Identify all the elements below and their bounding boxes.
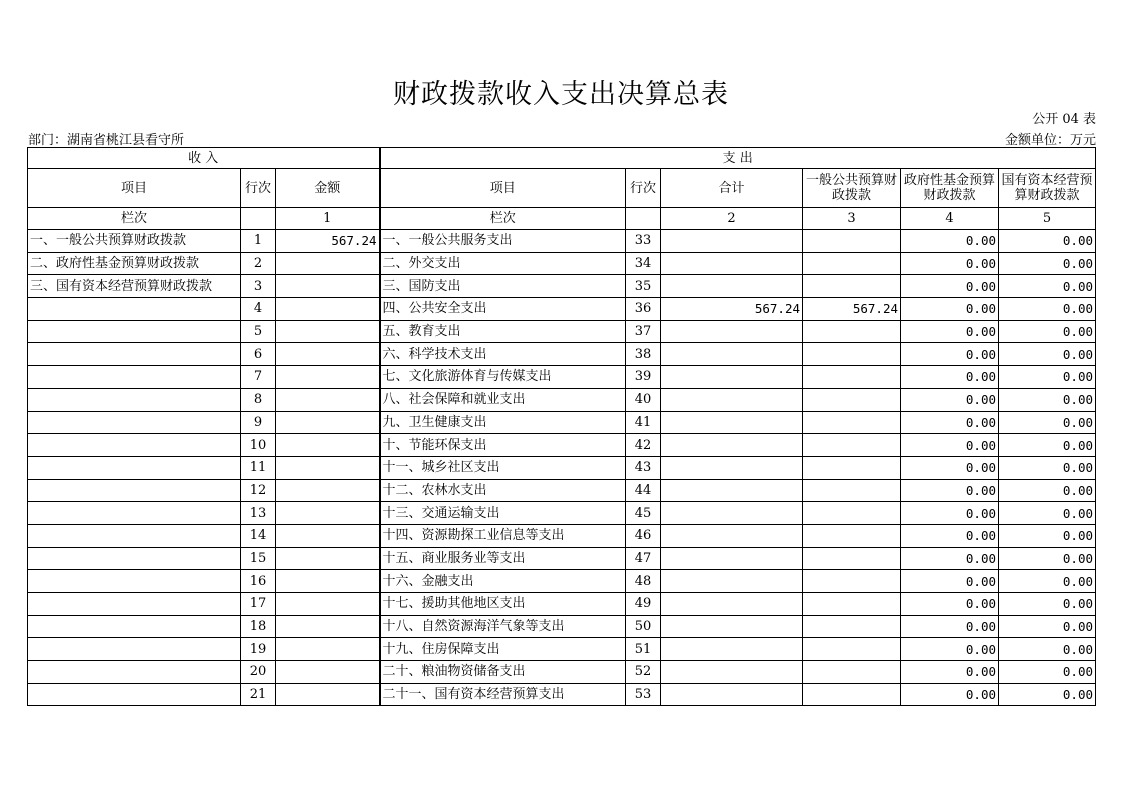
income-item-cell: [28, 502, 241, 525]
income-row-no-cell: 7: [241, 366, 276, 389]
income-item-cell: [28, 638, 241, 661]
expense-row-no-cell: 45: [626, 502, 661, 525]
income-amount-cell: [276, 343, 380, 366]
state-capital-cell: 0.00: [999, 524, 1096, 547]
general-budget-cell: [803, 252, 901, 275]
expense-row-no-cell: 39: [626, 366, 661, 389]
gov-fund-header: 政府性基金预算财政拨款: [901, 169, 999, 208]
expense-item-cell: 六、科学技术支出: [380, 343, 626, 366]
income-row-no-cell: 18: [241, 615, 276, 638]
expense-row-no-cell: 53: [626, 683, 661, 706]
income-amount-cell: [276, 275, 380, 298]
gov-fund-cell: 0.00: [901, 683, 999, 706]
state-capital-cell: 0.00: [999, 275, 1096, 298]
income-row-no-cell: 5: [241, 320, 276, 343]
income-amount-cell: [276, 524, 380, 547]
general-budget-header: 一般公共预算财政拨款: [803, 169, 901, 208]
table-row: [28, 252, 1096, 275]
total-cell: [661, 252, 803, 275]
income-amount-cell: [276, 252, 380, 275]
income-row-no-cell: 17: [241, 593, 276, 616]
gov-fund-cell: 0.00: [901, 230, 999, 253]
gov-fund-cell: 0.00: [901, 366, 999, 389]
expense-item-cell: 十五、商业服务业等支出: [380, 547, 626, 570]
income-row-no-cell: 19: [241, 638, 276, 661]
state-capital-header: 国有资本经营预算财政拨款: [999, 169, 1096, 208]
general-budget-cell: [803, 366, 901, 389]
total-cell: [661, 275, 803, 298]
income-amount-cell: 567.24: [276, 230, 380, 253]
total-cell: [661, 320, 803, 343]
gov-fund-cell: 0.00: [901, 547, 999, 570]
general-budget-cell: [803, 434, 901, 457]
income-item-cell: [28, 320, 241, 343]
income-amount-cell: [276, 434, 380, 457]
expense-item-cell: 一、一般公共服务支出: [380, 230, 626, 253]
general-budget-cell: [803, 593, 901, 616]
state-capital-cell: 0.00: [999, 252, 1096, 275]
income-amount-cell: [276, 479, 380, 502]
table-row: [28, 661, 1096, 684]
table-row: [28, 434, 1096, 457]
expense-row-no-cell: 47: [626, 547, 661, 570]
income-amount-header: 金额: [276, 169, 380, 208]
summary-table: [27, 147, 1096, 706]
state-capital-cell: 0.00: [999, 547, 1096, 570]
income-row-no-cell: 8: [241, 388, 276, 411]
total-cell: [661, 456, 803, 479]
table-row: [28, 298, 1096, 321]
col-index-4: 4: [901, 208, 999, 230]
income-item-cell: [28, 615, 241, 638]
table-row: [28, 570, 1096, 593]
expense-row-no-cell: 52: [626, 661, 661, 684]
income-item-cell: 二、政府性基金预算财政拨款: [28, 252, 241, 275]
expense-row-no-cell: 46: [626, 524, 661, 547]
gov-fund-cell: 0.00: [901, 661, 999, 684]
expense-item-cell: 九、卫生健康支出: [380, 411, 626, 434]
income-row-no-cell: 20: [241, 661, 276, 684]
expense-row-no-cell: 51: [626, 638, 661, 661]
expense-item-cell: 十七、援助其他地区支出: [380, 593, 626, 616]
gov-fund-cell: 0.00: [901, 275, 999, 298]
page-title: 财政拨款收入支出决算总表: [393, 79, 729, 110]
table-row: [28, 275, 1096, 298]
table-row: [28, 547, 1096, 570]
expense-item-cell: 十三、交通运输支出: [380, 502, 626, 525]
total-cell: [661, 593, 803, 616]
income-row-no-cell: 13: [241, 502, 276, 525]
expense-row-no-cell: 44: [626, 479, 661, 502]
expense-row-no-index: [626, 208, 661, 230]
gov-fund-cell: 0.00: [901, 570, 999, 593]
income-row-no-cell: 15: [241, 547, 276, 570]
income-item-cell: 三、国有资本经营预算财政拨款: [28, 275, 241, 298]
table-row: [28, 683, 1096, 706]
total-cell: [661, 366, 803, 389]
gov-fund-cell: 0.00: [901, 434, 999, 457]
income-row-no-cell: 6: [241, 343, 276, 366]
general-budget-cell: [803, 547, 901, 570]
general-budget-cell: 567.24: [803, 298, 901, 321]
gov-fund-cell: 0.00: [901, 343, 999, 366]
income-item-cell: [28, 683, 241, 706]
expense-item-cell: 十、节能环保支出: [380, 434, 626, 457]
header-columns-row: [28, 169, 1096, 208]
col-index-1: 1: [276, 208, 380, 230]
income-item-cell: [28, 570, 241, 593]
total-cell: [661, 388, 803, 411]
income-amount-cell: [276, 661, 380, 684]
expense-row-no-cell: 37: [626, 320, 661, 343]
unit-label: 金额单位：万元: [1004, 133, 1096, 148]
general-budget-cell: [803, 570, 901, 593]
state-capital-cell: 0.00: [999, 661, 1096, 684]
state-capital-cell: 0.00: [999, 593, 1096, 616]
expense-item-cell: 五、教育支出: [380, 320, 626, 343]
gov-fund-cell: 0.00: [901, 593, 999, 616]
income-amount-cell: [276, 388, 380, 411]
income-amount-cell: [276, 456, 380, 479]
total-cell: [661, 570, 803, 593]
income-amount-cell: [276, 502, 380, 525]
col-index-3: 3: [803, 208, 901, 230]
table-row: [28, 638, 1096, 661]
total-cell: [661, 638, 803, 661]
general-budget-cell: [803, 456, 901, 479]
income-amount-cell: [276, 638, 380, 661]
total-cell: [661, 434, 803, 457]
expense-item-cell: 十六、金融支出: [380, 570, 626, 593]
total-cell: [661, 615, 803, 638]
income-amount-cell: [276, 593, 380, 616]
income-item-cell: [28, 434, 241, 457]
expense-item-cell: 十四、资源勘探工业信息等支出: [380, 524, 626, 547]
expense-item-header: 项目: [380, 169, 626, 208]
table-row: [28, 524, 1096, 547]
income-row-no-header: 行次: [241, 169, 276, 208]
expense-header: 支 出: [380, 148, 1096, 169]
general-budget-cell: [803, 388, 901, 411]
expense-row-no-cell: 42: [626, 434, 661, 457]
income-item-cell: [28, 524, 241, 547]
income-item-cell: [28, 411, 241, 434]
gov-fund-cell: 0.00: [901, 320, 999, 343]
table-row: [28, 615, 1096, 638]
expense-item-cell: 十二、农林水支出: [380, 479, 626, 502]
income-item-cell: [28, 343, 241, 366]
general-budget-cell: [803, 502, 901, 525]
state-capital-cell: 0.00: [999, 366, 1096, 389]
expense-row-no-cell: 33: [626, 230, 661, 253]
expense-item-cell: 十九、住房保障支出: [380, 638, 626, 661]
state-capital-cell: 0.00: [999, 434, 1096, 457]
gov-fund-cell: 0.00: [901, 615, 999, 638]
income-row-no-cell: 2: [241, 252, 276, 275]
general-budget-cell: [803, 320, 901, 343]
gov-fund-cell: 0.00: [901, 411, 999, 434]
expense-row-no-cell: 34: [626, 252, 661, 275]
income-row-no-cell: 3: [241, 275, 276, 298]
income-row-no-cell: 4: [241, 298, 276, 321]
income-amount-cell: [276, 298, 380, 321]
table-row: [28, 411, 1096, 434]
state-capital-cell: 0.00: [999, 230, 1096, 253]
state-capital-cell: 0.00: [999, 638, 1096, 661]
gov-fund-cell: 0.00: [901, 298, 999, 321]
income-amount-cell: [276, 411, 380, 434]
state-capital-cell: 0.00: [999, 570, 1096, 593]
total-cell: [661, 547, 803, 570]
expense-item-cell: 二、外交支出: [380, 252, 626, 275]
total-cell: [661, 661, 803, 684]
total-cell: [661, 524, 803, 547]
table-row: [28, 479, 1096, 502]
department-label: 部门：湖南省桃江县看守所: [28, 133, 185, 148]
income-item-cell: [28, 593, 241, 616]
expense-row-no-cell: 36: [626, 298, 661, 321]
total-cell: [661, 479, 803, 502]
expense-row-no-cell: 48: [626, 570, 661, 593]
state-capital-cell: 0.00: [999, 343, 1096, 366]
income-amount-cell: [276, 547, 380, 570]
income-row-no-cell: 12: [241, 479, 276, 502]
income-item-cell: [28, 479, 241, 502]
gov-fund-cell: 0.00: [901, 502, 999, 525]
total-cell: [661, 411, 803, 434]
column-index-row: [28, 208, 1096, 230]
state-capital-cell: 0.00: [999, 388, 1096, 411]
general-budget-cell: [803, 230, 901, 253]
table-row: [28, 456, 1096, 479]
income-header: 收 入: [28, 148, 380, 169]
expense-item-cell: 二十一、国有资本经营预算支出: [380, 683, 626, 706]
income-row-no-cell: 11: [241, 456, 276, 479]
state-capital-cell: 0.00: [999, 456, 1096, 479]
expense-row-no-header: 行次: [626, 169, 661, 208]
state-capital-cell: 0.00: [999, 683, 1096, 706]
gov-fund-cell: 0.00: [901, 456, 999, 479]
gov-fund-cell: 0.00: [901, 524, 999, 547]
income-row-no-cell: 1: [241, 230, 276, 253]
gov-fund-cell: 0.00: [901, 479, 999, 502]
expense-item-cell: 十八、自然资源海洋气象等支出: [380, 615, 626, 638]
header-section-row: [28, 148, 1096, 169]
income-row-no-cell: 14: [241, 524, 276, 547]
gov-fund-cell: 0.00: [901, 638, 999, 661]
income-item-cell: [28, 298, 241, 321]
expense-item-cell: 二十、粮油物资储备支出: [380, 661, 626, 684]
income-item-header: 项目: [28, 169, 241, 208]
income-amount-cell: [276, 320, 380, 343]
expense-row-no-cell: 41: [626, 411, 661, 434]
general-budget-cell: [803, 683, 901, 706]
income-amount-cell: [276, 366, 380, 389]
income-col-label: 栏次: [28, 208, 241, 230]
col-index-5: 5: [999, 208, 1096, 230]
total-cell: [661, 230, 803, 253]
income-row-no-cell: 10: [241, 434, 276, 457]
gov-fund-cell: 0.00: [901, 388, 999, 411]
income-item-cell: [28, 456, 241, 479]
general-budget-cell: [803, 638, 901, 661]
table-row: [28, 230, 1096, 253]
total-cell: [661, 343, 803, 366]
general-budget-cell: [803, 343, 901, 366]
income-item-cell: [28, 366, 241, 389]
income-item-cell: [28, 547, 241, 570]
state-capital-cell: 0.00: [999, 615, 1096, 638]
general-budget-cell: [803, 479, 901, 502]
income-amount-cell: [276, 615, 380, 638]
expense-row-no-cell: 40: [626, 388, 661, 411]
form-number: 公开 04 表: [1032, 112, 1096, 127]
state-capital-cell: 0.00: [999, 411, 1096, 434]
income-item-cell: [28, 388, 241, 411]
total-cell: [661, 683, 803, 706]
general-budget-cell: [803, 275, 901, 298]
table-row: [28, 343, 1096, 366]
expense-row-no-cell: 50: [626, 615, 661, 638]
state-capital-cell: 0.00: [999, 298, 1096, 321]
expense-col-label: 栏次: [380, 208, 626, 230]
expense-item-cell: 七、文化旅游体育与传媒支出: [380, 366, 626, 389]
total-cell: [661, 502, 803, 525]
general-budget-cell: [803, 524, 901, 547]
general-budget-cell: [803, 661, 901, 684]
total-header: 合计: [661, 169, 803, 208]
income-row-no-cell: 9: [241, 411, 276, 434]
income-amount-cell: [276, 570, 380, 593]
expense-item-cell: 八、社会保障和就业支出: [380, 388, 626, 411]
table-row: [28, 388, 1096, 411]
general-budget-cell: [803, 615, 901, 638]
income-item-cell: 一、一般公共预算财政拨款: [28, 230, 241, 253]
income-item-cell: [28, 661, 241, 684]
total-cell: 567.24: [661, 298, 803, 321]
gov-fund-cell: 0.00: [901, 252, 999, 275]
income-row-no-cell: 21: [241, 683, 276, 706]
expense-row-no-cell: 35: [626, 275, 661, 298]
col-index-2: 2: [661, 208, 803, 230]
expense-item-cell: 十一、城乡社区支出: [380, 456, 626, 479]
income-row-no-cell: 16: [241, 570, 276, 593]
income-row-no-index: [241, 208, 276, 230]
state-capital-cell: 0.00: [999, 479, 1096, 502]
state-capital-cell: 0.00: [999, 502, 1096, 525]
expense-item-cell: 三、国防支出: [380, 275, 626, 298]
state-capital-cell: 0.00: [999, 320, 1096, 343]
table-row: [28, 502, 1096, 525]
expense-row-no-cell: 49: [626, 593, 661, 616]
table-row: [28, 593, 1096, 616]
general-budget-cell: [803, 411, 901, 434]
table-row: [28, 366, 1096, 389]
income-amount-cell: [276, 683, 380, 706]
expense-item-cell: 四、公共安全支出: [380, 298, 626, 321]
expense-row-no-cell: 38: [626, 343, 661, 366]
expense-row-no-cell: 43: [626, 456, 661, 479]
table-row: [28, 320, 1096, 343]
